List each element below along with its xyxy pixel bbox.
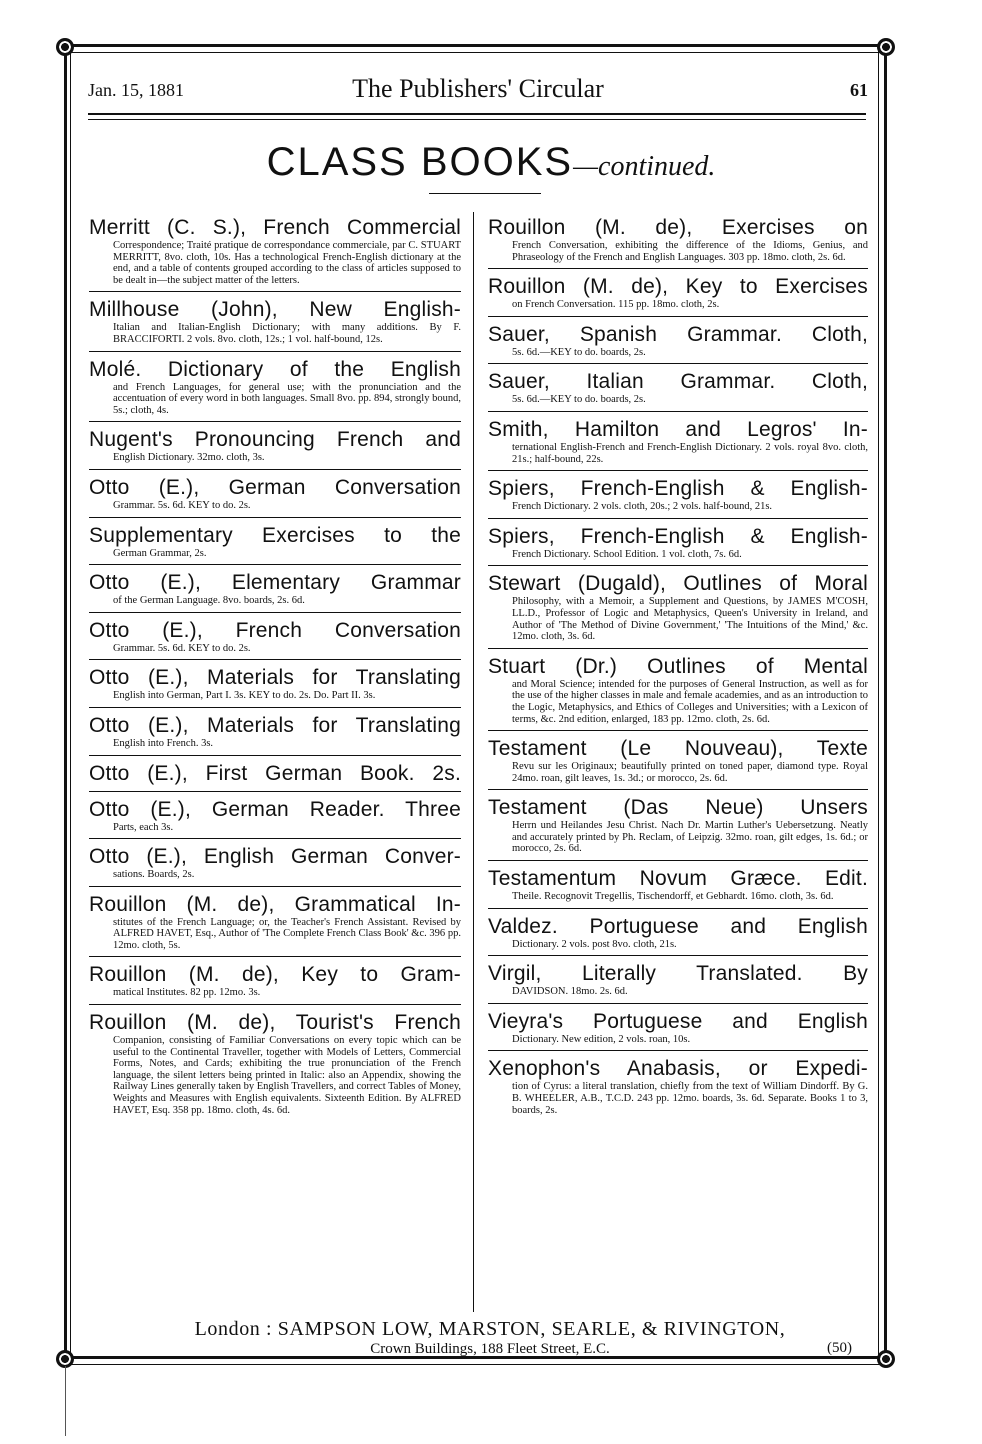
book-entry-description: tion of Cyrus: a literal translation, chiefly from the text of William Dindorff. By G. B. WHEELER, A.B., T.C.D. 243 pp. 12mo. boards, 3s. 6d. Separate. Books 1 to 3, boards, 2s.	[512, 1081, 868, 1116]
book-entry	[488, 477, 868, 519]
book-entry-title: Rouillon (M. de), Key to Gram-	[89, 963, 461, 987]
left-column	[89, 216, 461, 1127]
book-entry-title: Otto (E.), English German Conver-	[89, 845, 461, 869]
book-entry-description: Herrn und Heilandes Jesu Christ. Nach Dr. Martin Luther's Uebersetzung. Neatly and accurately printed by Ph. Reclam, of Leipzig. 32mo. roan, gilt edges, 1s. 6d.; or morocco, 2s. 6d.	[512, 820, 868, 855]
book-entry-title: Virgil, Literally Translated. By	[488, 962, 868, 986]
book-entry	[488, 655, 868, 731]
book-entry	[89, 1011, 461, 1121]
book-entry-description: Dictionary. New edition, 2 vols. roan, 10s.	[512, 1033, 691, 1045]
book-entry	[89, 963, 461, 1005]
page-number: 61	[850, 80, 868, 100]
header-date: Jan. 15, 1881	[88, 80, 184, 100]
book-entry-title: Rouillon (M. de), Tourist's French	[89, 1011, 461, 1035]
book-entry-description: Philosophy, with a Memoir, a Supplement and Questions, by JAMES M'COSH, LL.D., Professor of Logic and Metaphysics, Queen's University in Ireland, and Author of 'The Method of Divine Government,' 'The Intuitions of the Mind,' &c. 12mo. cloth, 3s. 6d.	[512, 596, 868, 643]
book-entry	[488, 1057, 868, 1121]
book-entry-description: 5s. 6d.—KEY to do. boards, 2s.	[512, 394, 646, 406]
book-entry-title: Millhouse (John), New English-	[89, 298, 461, 322]
book-entry	[89, 798, 461, 840]
book-entry-title: Sauer, Italian Grammar. Cloth,	[488, 370, 868, 394]
footer-address: Crown Buildings, 188 Fleet Street, E.C.	[370, 1341, 610, 1357]
right-column	[488, 216, 868, 1127]
book-entry	[488, 323, 868, 365]
book-entry-description: and Moral Science; intended for the purposes of General Instruction, as well as for the use of the higher classes in male and female academies, and as an introduction to the Logic, Metaphysics, and Ethics of Colleges and Universities; with a Lexicon of terms, &c. 2nd edition, enlarged, 183 pp. 12mo. cloth, 2s. 6d.	[512, 678, 868, 725]
book-entry-description: Theile. Recognovit Tregellis, Tischendorff, et Gebhardt. 16mo. cloth, 3s. 6d.	[512, 891, 834, 903]
book-entry-description: sations. Boards, 2s.	[113, 869, 195, 881]
book-entry	[89, 845, 461, 887]
book-entry	[89, 476, 461, 518]
book-entry-title: Sauer, Spanish Grammar. Cloth,	[488, 322, 868, 346]
frame-right-inner-rule	[878, 48, 879, 1360]
book-entry	[89, 714, 461, 756]
book-entry-title: Testamentum Novum Græce. Edit.	[488, 867, 868, 891]
book-entry-description: Correspondence; Traité pratique de correspondance commerciale, par C. STUART MERRITT, 8vo. cloth, 10s. Has a technological French-English dictionary at the end, and a table of contents grouped according to the class of articles supposed to be dealt in—the subject matter of the letters.	[113, 240, 461, 286]
book-entry	[488, 216, 868, 269]
book-entry-description: stitutes of the French Language; or, the Teacher's French Assistant. Revised by ALFRED HAVET, Esq., Author of 'The Complete French Class Book' &c. 396 pp. 12mo. cloth, 5s.	[113, 916, 461, 951]
book-entry-title: Spiers, French-English & English-	[488, 524, 868, 548]
book-entry	[89, 216, 461, 292]
section-title	[0, 140, 982, 185]
book-entry-description: Revu sur les Originaux; beautifully printed on toned paper, diamond type. Royal 24mo. roan, gilt leaves, 1s. 3d.; or morocco, 2s. 6d.	[512, 761, 868, 784]
book-entry-description: English into German, Part I. 3s. KEY to do. 2s. Do. Part II. 3s.	[113, 690, 376, 702]
book-entry	[89, 619, 461, 661]
book-entry	[488, 962, 868, 1004]
corner-ornament-icon	[877, 38, 895, 56]
book-entry-title: Stewart (Dugald), Outlines of Moral	[488, 572, 868, 596]
book-entry	[488, 525, 868, 567]
book-entry	[488, 418, 868, 471]
book-entry-description: DAVIDSON. 18mo. 2s. 6d.	[512, 986, 628, 998]
running-header	[88, 74, 868, 104]
book-entry-title: Spiers, French-English & English-	[488, 477, 868, 501]
book-entry-title: Smith, Hamilton and Legros' In-	[488, 417, 868, 441]
frame-left-rule	[64, 48, 67, 1360]
book-entry	[488, 915, 868, 957]
imprint-footer	[90, 1318, 890, 1358]
book-entry-title: Xenophon's Anabasis, or Expedi-	[488, 1057, 868, 1081]
footer-publisher: London : SAMPSON LOW, MARSTON, SEARLE, & RIVINGTON,	[194, 1318, 786, 1340]
book-entry	[488, 867, 868, 909]
book-entry-description: Parts, each 3s.	[113, 821, 174, 833]
book-entry-title: Otto (E.), Materials for Translating	[89, 713, 461, 737]
book-entry-description: Grammar. 5s. 6d. KEY to do. 2s.	[113, 642, 251, 654]
book-entry-description: ternational English-French and French-English Dictionary. 2 vols. royal 8vo. cloth, 21s.; half-bound, 22s.	[512, 441, 868, 465]
book-entry-description: French Conversation, exhibiting the difference of the Idioms, Genius, and Phraseology of the French and English Languages. 303 pp. 18mo. cloth, 2s. 6d.	[512, 240, 868, 263]
book-entry-description: Italian and Italian-English Dictionary; with many additions. By F. BRACCIFORTI. 2 vols. 8vo. cloth, 12s.; 1 vol. half-bound, 12s.	[113, 322, 461, 345]
book-entry-title: Vieyra's Portuguese and English	[488, 1009, 868, 1033]
book-entry-title: Otto (E.), French Conversation	[89, 618, 461, 642]
book-entry	[89, 666, 461, 708]
book-entry	[488, 275, 868, 317]
book-entry-title: Otto (E.), German Conversation	[89, 475, 461, 499]
book-entry-title: Otto (E.), Elementary Grammar	[89, 571, 461, 595]
book-entry-title: Rouillon (M. de), Grammatical In-	[89, 892, 461, 916]
header-rule	[88, 113, 866, 120]
book-entry	[488, 737, 868, 790]
book-entry-description: on French Conversation. 115 pp. 18mo. cloth, 2s.	[512, 299, 720, 311]
section-title-suffix: —continued.	[573, 151, 716, 182]
book-entry	[89, 524, 461, 566]
book-entry-description: 5s. 6d.—KEY to do. boards, 2s.	[512, 346, 646, 358]
book-entry-title: Supplementary Exercises to the	[89, 523, 461, 547]
book-entry-title: Otto (E.), German Reader. Three	[89, 797, 461, 821]
frame-left-inner-rule	[70, 48, 71, 1360]
book-entry-title: Otto (E.), First German Book. 2s.	[89, 761, 461, 785]
book-entry-title: Testament (Das Neue) Unsers	[488, 796, 868, 820]
book-entry-title: Stuart (Dr.) Outlines of Mental	[488, 654, 868, 678]
book-entry-description: matical Institutes. 82 pp. 12mo. 3s.	[113, 987, 261, 999]
book-entry-description: English Dictionary. 32mo. cloth, 3s.	[113, 452, 265, 464]
book-entry-description: of the German Language. 8vo. boards, 2s. 6d.	[113, 595, 305, 607]
corner-ornament-icon	[56, 38, 74, 56]
book-entry-description: and French Languages, for general use; with the pronunciation and the accentuation of every word in both languages. Small 8vo. pp. 894, strongly bound, 5s.; cloth, 4s.	[113, 381, 461, 416]
book-entry	[89, 428, 461, 470]
book-entry	[488, 796, 868, 861]
margin-mark	[65, 1366, 66, 1436]
book-entry	[488, 572, 868, 648]
book-entry-description: German Grammar, 2s.	[113, 547, 207, 559]
book-entry-description: Grammar. 5s. 6d. KEY to do. 2s.	[113, 499, 251, 511]
book-entry-description: French Dictionary. 2 vols. cloth, 20s.; 2 vols. half-bound, 21s.	[512, 501, 773, 513]
section-title-main: CLASS BOOKS	[266, 140, 574, 184]
book-entry-title: Valdez. Portuguese and English	[488, 914, 868, 938]
footer-number: (50)	[827, 1340, 852, 1356]
book-entry	[488, 1010, 868, 1052]
book-entry-title: Testament (Le Nouveau), Texte	[488, 737, 868, 761]
column-divider	[473, 212, 474, 1312]
book-entry-description: Companion, consisting of Familiar Conversations on every topic which can be useful to the Continental Traveller, together with Models of Letters, Commercial Forms, Notes, and Cards; exhibiting the true pronunciation of the French language, the silent letters being printed in Italic: also an Appendix, showing the Railway Lines generally taken by English Travellers, and correct Tables of Money, Weights and Measures with English equivalents. Sixteenth Edition. By ALFRED HAVET, Esq. 358 pp. 18mo. cloth, 4s. 6d.	[113, 1035, 462, 1116]
book-entry-title: Nugent's Pronouncing French and	[89, 428, 461, 452]
book-entry	[488, 370, 868, 412]
frame-top-rule	[60, 44, 890, 53]
book-entry-description: French Dictionary. School Edition. 1 vol. cloth, 7s. 6d.	[512, 548, 742, 560]
book-entry-title: Rouillon (M. de), Key to Exercises	[488, 275, 868, 299]
book-entry	[89, 298, 461, 351]
frame-right-rule	[884, 48, 887, 1360]
book-entry	[89, 358, 461, 423]
book-entry	[89, 893, 461, 958]
book-entry	[89, 762, 461, 792]
book-entry-title: Molé. Dictionary of the English	[89, 357, 461, 381]
book-entry-title: Rouillon (M. de), Exercises on	[488, 216, 868, 239]
book-entry-description: English into French. 3s.	[113, 737, 214, 749]
section-title-rule	[429, 193, 541, 194]
book-entry-title: Otto (E.), Materials for Translating	[89, 666, 461, 690]
book-entry	[89, 571, 461, 613]
book-entry-title: Merritt (C. S.), French Commercial	[89, 216, 461, 239]
book-entry-description: Dictionary. 2 vols. post 8vo. cloth, 21s.	[512, 938, 677, 950]
header-title: The Publishers' Circular	[352, 74, 604, 103]
